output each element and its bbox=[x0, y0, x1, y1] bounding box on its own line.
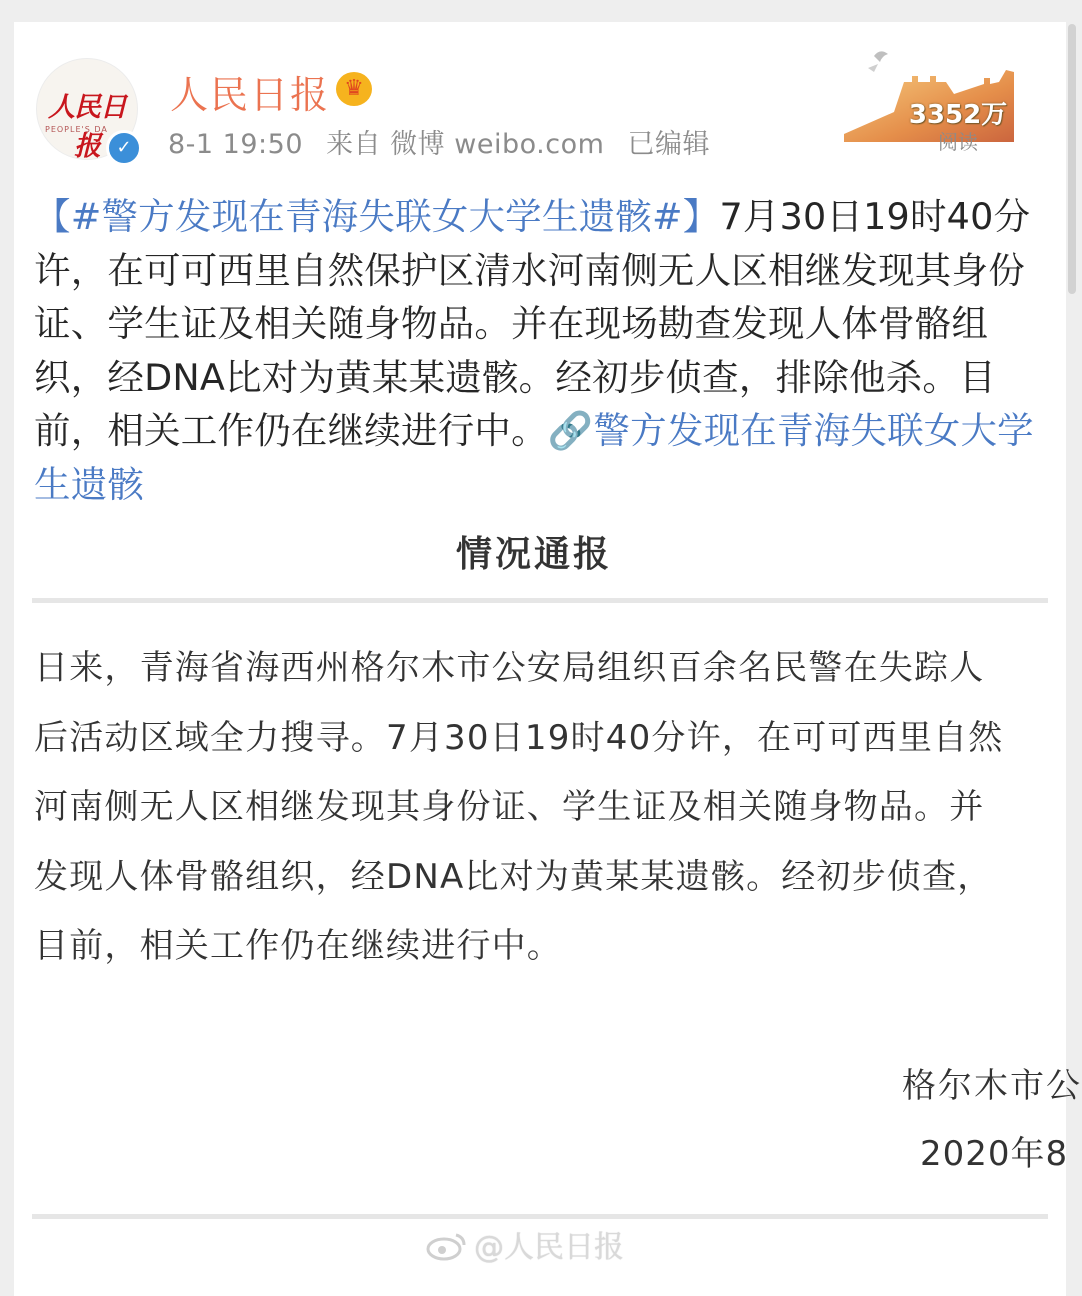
post-meta bbox=[168, 122, 724, 161]
read-count: 3352万 bbox=[908, 100, 1008, 130]
link-icon: 🔗 bbox=[547, 409, 594, 452]
notice-line: 河南侧无人区相继发现其身份证、学生证及相关随身物品。并 bbox=[34, 787, 985, 827]
notice-divider-top bbox=[32, 598, 1048, 603]
notice-line: 目前，相关工作仍在继续进行中。 bbox=[34, 926, 562, 966]
notice-divider-bottom bbox=[32, 1214, 1048, 1219]
hashtag-link[interactable]: 【#警方发现在青海失联女大学生遗骸#】 bbox=[34, 195, 720, 238]
notice-line: 后活动区域全力搜寻。7月30日19时40分许，在可可西里自然 bbox=[34, 717, 1004, 758]
notice-line: 日来，青海省海西州格尔木市公安局组织百余名民警在失踪人 bbox=[34, 648, 985, 688]
post-text bbox=[34, 190, 1054, 511]
signature-date: 2020年8 bbox=[920, 1134, 1069, 1174]
avatar-logo-text: 人民日报 bbox=[48, 92, 126, 162]
notice-signature bbox=[848, 1052, 1082, 1188]
post-source[interactable]: 来自 微博 weibo.com bbox=[326, 129, 605, 160]
edited-label[interactable]: 已编辑 bbox=[627, 129, 710, 160]
verified-icon: ✓ bbox=[106, 130, 142, 166]
weibo-icon bbox=[426, 1231, 470, 1261]
crown-icon[interactable]: ♛ bbox=[336, 72, 372, 106]
account-name[interactable]: 人民日报 bbox=[170, 73, 331, 117]
post-body: 7月30日19时40分许，在可可西里自然保护区清水河南侧无人区相继发现其身份证、学生证及相关随身物品。并在现场勘查发现人体骨骼组织，经DNA比对为黄某某遗骸。经初步侦查，排除他杀。目前，相关工作仍在继续进行中。 bbox=[34, 195, 1031, 452]
post-time: 8-1 19:50 bbox=[168, 129, 303, 160]
notice-line: 发现人体骨骼组织，经DNA比对为黄某某遗骸。经初步侦查， bbox=[34, 856, 993, 897]
signature-org: 格尔木市公 bbox=[902, 1066, 1082, 1106]
article-link-text: 警方发现在青海失联女大学生遗骸 bbox=[34, 409, 1034, 506]
read-label: 阅读 bbox=[938, 130, 978, 154]
read-count-badge bbox=[834, 42, 1014, 152]
scrollbar[interactable] bbox=[1068, 24, 1076, 294]
notice-title: 情况通报 bbox=[455, 534, 612, 575]
image-watermark bbox=[426, 1222, 624, 1266]
avatar-logo-subtext: PEOPLE'S DA bbox=[45, 125, 108, 134]
notice-body bbox=[34, 634, 1048, 982]
weibo-post-card bbox=[14, 22, 1082, 1296]
watermark-text: @人民日报 bbox=[474, 1230, 624, 1265]
